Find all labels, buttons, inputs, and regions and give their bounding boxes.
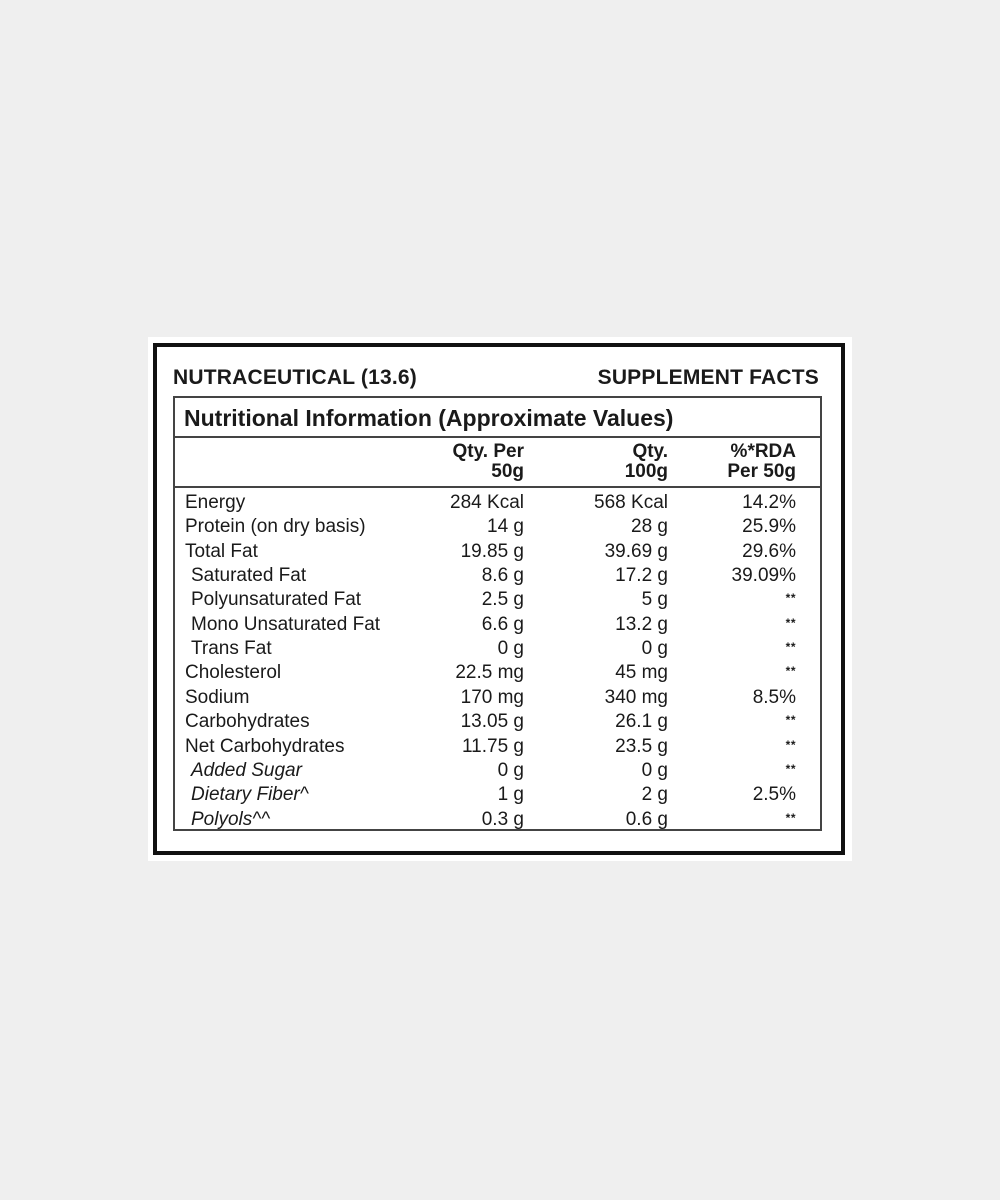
qty-per-50g: 0.3 g [481, 808, 524, 830]
qty-per-100g: 39.69 g [604, 540, 668, 562]
qty-per-50g: 22.5 mg [455, 662, 524, 684]
table-row [175, 759, 820, 783]
qty-per-100g: 2 g [641, 784, 668, 806]
qty-per-50g: 2.5 g [481, 589, 524, 611]
table-row [175, 637, 820, 661]
rda-percent: ** [785, 761, 796, 776]
nutrient-name: Mono Unsaturated Fat [191, 613, 381, 635]
qty-per-50g: 6.6 g [481, 613, 524, 635]
qty-per-50g: 11.75 g [462, 735, 524, 757]
table-row [175, 710, 820, 734]
qty-per-50g: 8.6 g [481, 565, 524, 587]
col-head-qty50-line2: 50g [491, 461, 524, 482]
nutrient-name: Cholesterol [185, 662, 282, 684]
rda-percent: ** [785, 664, 796, 679]
rda-percent: 29.6% [742, 540, 796, 562]
qty-per-50g: 170 mg [460, 686, 524, 708]
qty-per-50g: 1 g [497, 784, 524, 806]
rda-percent: 8.5% [752, 686, 796, 708]
table-row [175, 491, 820, 515]
qty-per-100g: 28 g [631, 516, 668, 538]
rda-percent: ** [785, 591, 796, 606]
nutrient-name: Carbohydrates [185, 711, 310, 733]
table-row [175, 588, 820, 612]
qty-per-100g: 26.1 g [615, 711, 668, 733]
rda-percent: ** [785, 640, 796, 655]
rda-percent: 2.5% [752, 784, 796, 806]
nutrition-table [173, 396, 822, 831]
col-head-qty100-line1: Qty. [632, 441, 668, 462]
nutrient-name: Added Sugar [191, 759, 302, 781]
col-head-rda-line2: Per 50g [727, 461, 796, 482]
product-title: NUTRACEUTICAL (13.6) [173, 366, 417, 389]
rda-percent: 39.09% [731, 565, 796, 587]
table-row [175, 808, 820, 832]
col-head-qty100-line2: 100g [624, 461, 668, 482]
nutrient-name: Polyunsaturated Fat [191, 589, 362, 611]
qty-per-100g: 0 g [641, 759, 668, 781]
qty-per-100g: 13.2 g [615, 613, 668, 635]
nutrient-name: Total Fat [185, 540, 258, 562]
col-head-qty100 [625, 442, 668, 482]
rda-percent: ** [785, 737, 796, 752]
qty-per-100g: 5 g [641, 589, 668, 611]
qty-per-100g: 45 mg [615, 662, 668, 684]
table-row [175, 540, 820, 564]
table-row [175, 564, 820, 588]
rda-percent: 25.9% [742, 516, 796, 538]
rda-percent: ** [785, 810, 796, 825]
col-head-rda [727, 442, 796, 482]
qty-per-50g: 0 g [497, 638, 524, 660]
qty-per-50g: 19.85 g [460, 540, 524, 562]
nutrient-name: Polyols^^ [191, 808, 271, 830]
qty-per-50g: 0 g [497, 759, 524, 781]
qty-per-50g: 284 Kcal [450, 492, 524, 513]
qty-per-50g: 13.05 g [460, 711, 524, 733]
nutrient-name: Dietary Fiber^ [191, 784, 309, 806]
table-row [175, 613, 820, 637]
title-divider [175, 436, 820, 438]
col-head-rda-line1: %*RDA [730, 441, 796, 462]
qty-per-100g: 23.5 g [615, 735, 668, 757]
qty-per-100g: 17.2 g [615, 565, 668, 587]
supplement-facts-title: SUPPLEMENT FACTS [597, 366, 819, 389]
table-row [175, 515, 820, 539]
rda-percent: 14.2% [742, 492, 796, 513]
nutrient-name: Energy [185, 492, 246, 513]
nutrient-name: Sodium [185, 686, 250, 708]
nutrient-name: Saturated Fat [191, 565, 307, 587]
qty-per-100g: 0.6 g [625, 808, 668, 830]
table-row [175, 735, 820, 759]
col-head-qty50 [453, 442, 524, 482]
header-divider [175, 486, 820, 488]
qty-per-50g: 14 g [487, 516, 524, 538]
table-row [175, 661, 820, 685]
table-title: Nutritional Information (Approximate Values) [184, 405, 674, 431]
nutrient-name: Net Carbohydrates [185, 735, 345, 757]
qty-per-100g: 340 mg [604, 686, 668, 708]
nutrient-name: Trans Fat [191, 638, 272, 660]
rda-percent: ** [785, 615, 796, 630]
table-row [175, 783, 820, 807]
table-row [175, 686, 820, 710]
col-head-qty50-line1: Qty. Per [452, 441, 524, 462]
nutrient-name: Protein (on dry basis) [185, 516, 366, 538]
qty-per-100g: 0 g [641, 638, 668, 660]
rda-percent: ** [785, 713, 796, 728]
qty-per-100g: 568 Kcal [594, 492, 668, 513]
